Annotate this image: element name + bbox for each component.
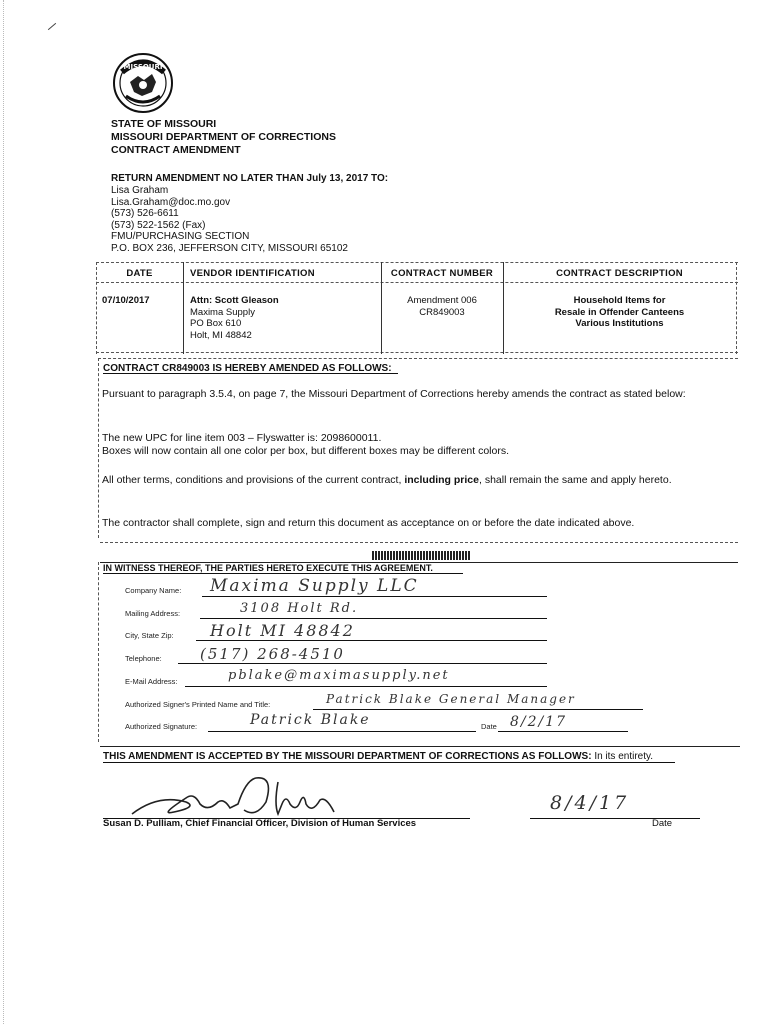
acceptance-signature-graphic	[128, 774, 368, 824]
paragraph-4: The contractor shall complete, sign and return this document as acceptance on or before the date indicated above.	[102, 517, 635, 529]
header-department: MISSOURI DEPARTMENT OF CORRECTIONS	[111, 131, 336, 143]
acceptance-heading: THIS AMENDMENT IS ACCEPTED BY THE MISSOURI DEPARTMENT OF CORRECTIONS AS FOLLOWS: In its entirety.	[103, 751, 654, 762]
return-email: Lisa.Graham@doc.mo.gov	[111, 196, 231, 208]
value-telephone: (517) 268-4510	[200, 645, 345, 663]
witness-heading: IN WITNESS THEREOF, THE PARTIES HERETO EXECUTE THIS AGREEMENT.	[103, 563, 433, 573]
paragraph-3: All other terms, conditions and provisions of the current contract, including price, shall remain the same and apply hereto.	[102, 474, 672, 486]
stray-mark	[48, 23, 56, 30]
value-email: pblake@maximasupply.net	[228, 668, 450, 683]
label-date: Date	[481, 722, 497, 731]
value-company: Maxima Supply LLC	[210, 576, 419, 596]
label-company: Company Name:	[125, 586, 182, 595]
td-vendor-name: Maxima Supply	[190, 306, 255, 318]
header-doc-type: CONTRACT AMENDMENT	[111, 144, 241, 156]
svg-text:MISSOURI: MISSOURI	[123, 63, 163, 71]
value-signature: Patrick Blake	[250, 712, 371, 728]
td-amendment: Amendment 006	[407, 295, 477, 306]
return-title: RETURN AMENDMENT NO LATER THAN July 13, 2017 TO:	[111, 173, 389, 184]
return-address: P.O. BOX 236, JEFFERSON CITY, MISSOURI 65102	[111, 242, 348, 254]
th-vendor: VENDOR IDENTIFICATION	[190, 268, 315, 279]
contract-info-table	[96, 262, 738, 354]
td-vendor-city: Holt, MI 48842	[190, 329, 252, 341]
td-desc-1: Household Items for	[573, 295, 666, 306]
amended-heading: CONTRACT CR849003 IS HEREBY AMENDED AS FOLLOWS:	[103, 363, 392, 374]
return-section: FMU/PURCHASING SECTION	[111, 231, 250, 242]
value-date: 8/2/17	[510, 714, 568, 730]
acceptance-date-value: 8/4/17	[550, 792, 630, 814]
td-contract-number: CR849003	[419, 306, 465, 318]
header-state: STATE OF MISSOURI	[111, 118, 217, 130]
acceptance-date-label: Date	[652, 818, 673, 829]
td-vendor-box: PO Box 610	[190, 318, 242, 329]
value-signer-name: Patrick Blake General Manager	[326, 692, 576, 706]
th-contract-number: CONTRACT NUMBER	[390, 268, 494, 279]
th-contract-description: CONTRACT DESCRIPTION	[556, 268, 683, 279]
return-phone: (573) 526-6611	[111, 208, 179, 219]
value-mailing: 3108 Holt Rd.	[240, 601, 359, 616]
received-stamp	[372, 551, 470, 560]
td-desc-2: Resale in Offender Canteens	[554, 306, 685, 318]
value-city: Holt MI 48842	[210, 621, 355, 640]
label-email: E-Mail Address:	[125, 677, 178, 686]
label-telephone: Telephone:	[125, 654, 162, 663]
paragraph-1: Pursuant to paragraph 3.5.4, on page 7, the Missouri Department of Corrections hereby amends the contract as stated below:	[102, 388, 686, 400]
paragraph-2b: Boxes will now contain all one color per box, but different boxes may be different colors.	[102, 445, 510, 457]
td-date: 07/10/2017	[102, 295, 150, 306]
scan-edge	[3, 0, 5, 1024]
label-signature: Authorized Signature:	[125, 722, 198, 731]
missouri-seal-logo	[112, 52, 174, 114]
acceptance-signer: Susan D. Pulliam, Chief Financial Officer, Division of Human Services	[103, 818, 417, 829]
th-date: DATE	[126, 268, 153, 279]
paragraph-2a: The new UPC for line item 003 – Flyswatter is: 2098600011.	[102, 432, 382, 444]
label-mailing: Mailing Address:	[125, 609, 181, 618]
td-vendor-attn: Attn: Scott Gleason	[190, 295, 279, 306]
td-desc-3: Various Institutions	[575, 318, 664, 329]
label-city: City, State Zip:	[125, 631, 174, 640]
return-name: Lisa Graham	[111, 185, 169, 196]
return-fax: (573) 522-1562 (Fax)	[111, 219, 206, 231]
label-signer-name: Authorized Signer's Printed Name and Title:	[125, 700, 271, 709]
